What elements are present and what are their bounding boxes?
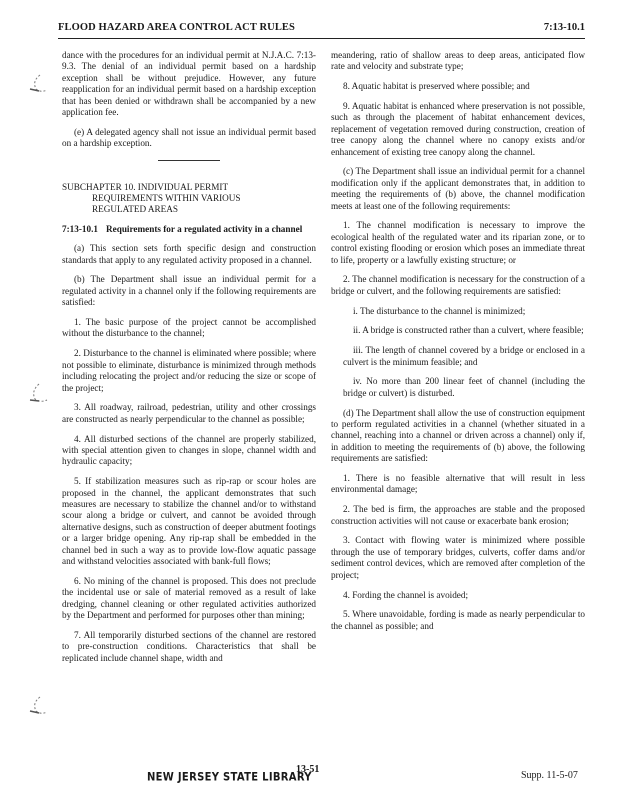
- subchapter-heading-line: REGULATED AREAS: [92, 204, 179, 215]
- paragraph: 8. Aquatic habitat is preserved where possible; and: [343, 81, 530, 92]
- subchapter-heading-line: SUBCHAPTER 10. INDIVIDUAL PERMIT: [62, 181, 229, 192]
- section-title: Requirements for a regulated activity in a channel: [106, 223, 303, 234]
- subchapter-heading: [62, 182, 316, 216]
- header-section-number: 7:13-10.1: [543, 22, 585, 33]
- punch-hole-mark: [27, 72, 51, 94]
- section-number: 7:13-10.1: [62, 223, 98, 234]
- paragraph: 1. The channel modification is necessary to improve the ecological health of the regulated water and its riparian zone, or to control existing flooding or erosion which poses an immediate threat to life, property or a lawfully existing structure; or: [331, 220, 585, 265]
- paragraph: (d) The Department shall allow the use of construction equipment to perform regulated activities in a channel (whether situated in a channel, reaching into a channel or driven across a channel) only if, in addition to meeting the requirements of (b) above, the following requirements are satisfied:: [331, 407, 585, 464]
- left-column: [62, 50, 316, 672]
- subchapter-heading-line: REQUIREMENTS WITHIN VARIOUS: [92, 193, 241, 204]
- library-stamp: NEW JERSEY STATE LIBRARY: [147, 771, 312, 784]
- paragraph: 7. All temporarily disturbed sections of the channel are restored to pre-construction conditions. Characteristics that shall be replicated include channel shape, width and: [62, 629, 316, 663]
- paragraph: 6. No mining of the channel is proposed. This does not preclude the incidental use or sale of material removed as a result of lake dredging, channel cleaning or other regulated activities authorized by the Department and performed for purposes other than mining;: [62, 575, 316, 620]
- paragraph: 4. Fording the channel is avoided;: [343, 589, 469, 600]
- paragraph: 3. Contact with flowing water is minimized where possible through the use of temporary bridges, culverts, coffer dams and/or sediment control devices, which are removed after completion of the project;: [331, 535, 585, 580]
- paragraph: (e) A delegated agency shall not issue an individual permit based on a hardship exception.: [62, 126, 316, 149]
- paragraph: 9. Aquatic habitat is enhanced where preservation is not possible, such as through the placement of habitat enhancement devices, replacement of vegetation removed during construction, creation of tree canopy along the channel where no canopy exists and/or enhancement of existing tree canopy along the channel.: [331, 101, 585, 157]
- running-header: [58, 22, 585, 36]
- paragraph: 5. If stabilization measures such as rip-rap or scour holes are proposed in the channel, the applicant demonstrates that such measures are necessary to stabilize the channel and/or to withstand scour along a bridge or culvert, and cannot be avoided through alternative designs, such as construction of deeper abutment footings or a larger bridge opening. Any rip-rap shall be embedded in the channel bed in such a way as to provide low-flow aquatic passage and withstand velocities associated with bank-full flows;: [62, 476, 316, 566]
- paragraph: 2. Disturbance to the channel is eliminated where possible; where not possible to eliminate, disturbance is minimized through methods including relocating the project and/or reducing the size or scope of the project;: [62, 348, 316, 393]
- supplement-date: Supp. 11-5-07: [521, 770, 578, 781]
- paragraph: 3. All roadway, railroad, pedestrian, utility and other crossings are constructed as nearly perpendicular to the channel as possible;: [62, 402, 316, 424]
- list-item: ii. A bridge is constructed rather than a culvert, where feasible;: [353, 325, 584, 336]
- list-item: iii. The length of channel covered by a bridge or enclosed in a culvert is the minimum feasible; and: [343, 345, 585, 367]
- paragraph: meandering, ratio of shallow areas to deep areas, anticipated flow rate and velocity and substrate type;: [331, 50, 585, 72]
- section-heading: [62, 224, 316, 235]
- paragraph: (a) This section sets forth specific design and construction standards that apply to any regulated activity proposed in a channel.: [62, 243, 316, 265]
- list-item: i. The disturbance to the channel is minimized;: [353, 305, 526, 316]
- list-item: iv. No more than 200 linear feet of channel (including the bridge or culvert) is disturbed.: [343, 376, 585, 398]
- paragraph: 2. The channel modification is necessary for the construction of a bridge or culvert, and the following requirements are satisfied:: [331, 274, 585, 296]
- punch-hole-mark: [27, 382, 51, 404]
- paragraph: (c) The Department shall issue an individual permit for a channel modification only if the applicant demonstrates that, in addition to meeting the requirements of (b) above, the channel modification meets at least one of the following requirements:: [331, 166, 585, 211]
- sub-item-list: [331, 306, 585, 400]
- paragraph: 5. Where unavoidable, fording is made as nearly perpendicular to the channel as possible; and: [331, 609, 585, 631]
- paragraph: 1. The basic purpose of the project cannot be accomplished without the disturbance to the channel;: [62, 317, 316, 339]
- header-title: FLOOD HAZARD AREA CONTROL ACT RULES: [58, 22, 295, 33]
- paragraph: 1. There is no feasible alternative that will result in less environmental damage;: [331, 473, 585, 495]
- header-rule: [58, 38, 585, 39]
- paragraph: 2. The bed is firm, the approaches are stable and the proposed construction activities will not cause or exacerbate bank erosion;: [331, 504, 585, 526]
- paragraph: (b) The Department shall issue an individual permit for a regulated activity in a channel only if the following requirements are satisfied:: [62, 274, 316, 308]
- paragraph: 4. All disturbed sections of the channel are properly stabilized, with special attention given to changes in slope, channel width and hydraulic capacity;: [62, 433, 316, 467]
- punch-hole-mark: [27, 694, 51, 716]
- page-number: 13-51: [296, 764, 320, 775]
- right-column: [331, 50, 585, 641]
- paragraph: dance with the procedures for an individual permit at N.J.A.C. 7:13-9.3. The denial of an individual permit based on a hardship exception shall be without prejudice. However, any future reapplication for an individual permit based on a hardship exception that has been denied or withdrawn shall be accompanied by a new application fee.: [62, 50, 316, 118]
- section-separator-rule: [158, 160, 220, 161]
